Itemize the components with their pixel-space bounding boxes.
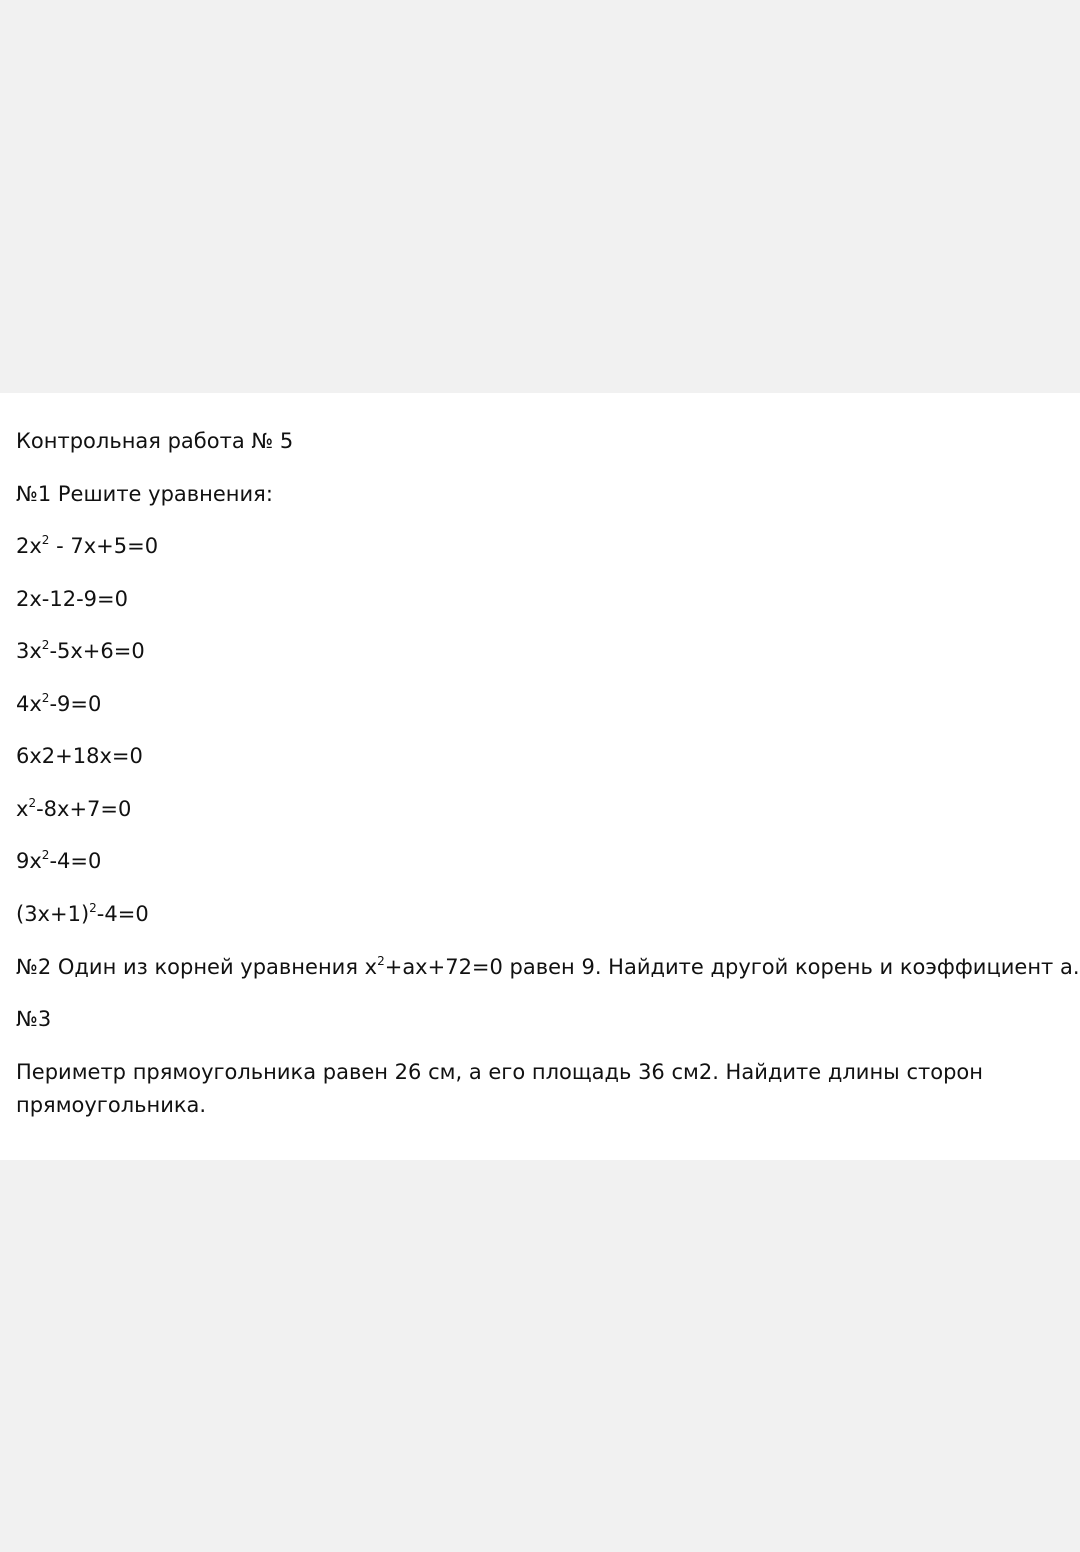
equation-2: 2x-12-9=0 xyxy=(16,587,128,611)
task3-text: Периметр прямоугольника равен 26 см, а его площадь 36 см2. Найдите длины сторон прямоугольника. xyxy=(16,1060,983,1117)
equation-4: $4x^2-9=0$ xyxy=(16,691,102,716)
task3-heading: №3 xyxy=(16,1007,52,1031)
task2-text: №2 Один из корней уравнения $x^2+ax+72=0$ равен 9. Найдите другой корень и коэффициент а. xyxy=(16,954,1080,979)
equation-1: $2x^2 - 7x+5=0$ xyxy=(16,533,159,558)
document-title: Контрольная работа № 5 xyxy=(16,429,294,453)
equation-3: $3x^2-5x+6=0$ xyxy=(16,638,145,663)
equation-5: 6x2+18x=0 xyxy=(16,744,143,768)
equation-8: $(3x+1)^2-4=0$ xyxy=(16,901,149,926)
task1-heading: №1 Решите уравнения: xyxy=(16,482,273,506)
document-page xyxy=(0,393,1080,1160)
equation-7: $9x^2-4=0$ xyxy=(16,848,102,873)
equation-6: $x^2-8x+7=0$ xyxy=(16,796,132,821)
